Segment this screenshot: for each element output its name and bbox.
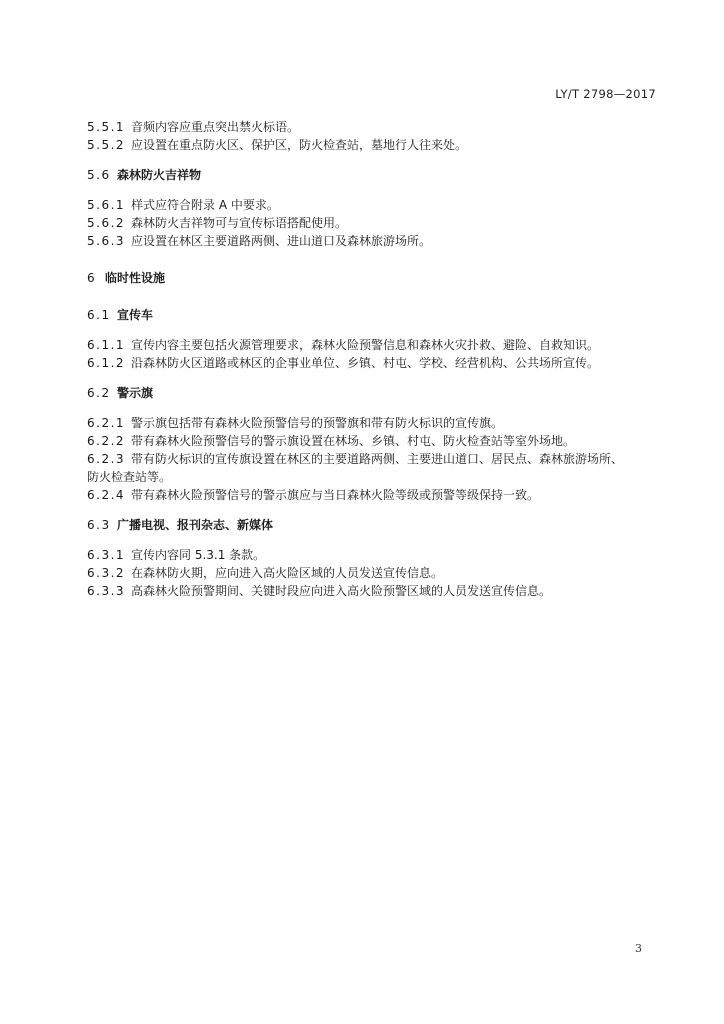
section-heading-5-6 [87, 166, 647, 184]
chapter-heading-6 [87, 269, 647, 287]
clause-text: 高森林火险预警期间、关键时段应向进入高火险预警区域的人员发送宣传信息。 [131, 584, 552, 598]
section-number: 5.6 [87, 168, 111, 182]
clause-6-1-2 [87, 354, 647, 372]
clause-number: 6.1.2 [87, 356, 126, 370]
clause-text: 带有森林火险预警信号的警示旗设置在林场、乡镇、村屯、防火检查站等室外场地。 [131, 434, 576, 448]
clause-text: 样式应符合附录 A 中要求。 [131, 198, 279, 212]
clause-6-2-2 [87, 432, 647, 450]
document-body [87, 118, 647, 600]
section-heading-6-2 [87, 384, 647, 402]
standard-code: LY/T 2798—2017 [555, 87, 656, 101]
clause-6-3-2 [87, 564, 647, 582]
clause-6-2-3 [87, 450, 647, 468]
section-number: 6.2 [87, 386, 111, 400]
clause-6-2-3-continuation: 防火检查站等。 [87, 470, 172, 484]
clause-text: 应设置在重点防火区、保护区，防火检查站，墓地行人往来处。 [131, 138, 468, 152]
clause-number: 6.3.2 [87, 566, 126, 580]
clause-text: 宣传内容同 5.3.1 条款。 [131, 548, 266, 562]
clause-text: 带有防火标识的宣传旗设置在林区的主要道路两侧、主要进山道口、居民点、森林旅游场所、 [131, 452, 624, 466]
clause-number: 6.3.3 [87, 584, 126, 598]
clause-text: 在森林防火期，应向进入高火险区域的人员发送宣传信息。 [131, 566, 444, 580]
clause-number: 6.3.1 [87, 548, 126, 562]
clause-number: 6.1.1 [87, 338, 126, 352]
section-title: 宣传车 [117, 308, 154, 322]
clause-number: 6.2.1 [87, 416, 126, 430]
clause-5-5-2 [87, 136, 647, 154]
clause-number: 6.2.3 [87, 452, 126, 466]
clause-text: 宣传内容主要包括火源管理要求，森林火险预警信息和森林火灾扑救、避险、自救知识。 [131, 338, 600, 352]
clause-5-6-2 [87, 214, 647, 232]
clause-5-6-1 [87, 196, 647, 214]
clause-6-1-1 [87, 336, 647, 354]
clause-number: 5.6.3 [87, 234, 126, 248]
section-title: 广播电视、报刊杂志、新媒体 [117, 518, 274, 532]
clause-text: 沿森林防火区道路或林区的企事业单位、乡镇、村屯、学校、经营机构、公共场所宣传。 [131, 356, 600, 370]
clause-5-5-1 [87, 118, 647, 136]
chapter-number: 6 [87, 271, 97, 285]
clause-text: 森林防火吉祥物可与宣传标语搭配使用。 [131, 216, 348, 230]
clause-number: 6.2.2 [87, 434, 126, 448]
clause-6-2-4 [87, 486, 647, 504]
section-title: 森林防火吉祥物 [117, 168, 202, 182]
chapter-title: 临时性设施 [105, 271, 166, 285]
clause-6-3-3 [87, 582, 647, 600]
clause-6-2-1 [87, 414, 647, 432]
section-heading-6-1 [87, 306, 647, 324]
clause-text: 应设置在林区主要道路两侧、进山道口及森林旅游场所。 [131, 234, 432, 248]
clause-text: 带有森林火险预警信号的警示旗应与当日森林火险等级或预警等级保持一致。 [131, 488, 540, 502]
clause-text: 音频内容应重点突出禁火标语。 [131, 120, 300, 134]
clause-number: 5.5.2 [87, 138, 126, 152]
clause-number: 5.6.1 [87, 198, 126, 212]
clause-5-6-3 [87, 232, 647, 250]
section-heading-6-3 [87, 516, 647, 534]
section-number: 6.1 [87, 308, 111, 322]
clause-number: 5.5.1 [87, 120, 126, 134]
section-number: 6.3 [87, 518, 111, 532]
section-title: 警示旗 [117, 386, 154, 400]
page-number: 3 [635, 942, 642, 955]
clause-number: 6.2.4 [87, 488, 126, 502]
clause-6-3-1 [87, 546, 647, 564]
clause-number: 5.6.2 [87, 216, 126, 230]
clause-text: 警示旗包括带有森林火险预警信号的预警旗和带有防火标识的宣传旗。 [131, 416, 504, 430]
